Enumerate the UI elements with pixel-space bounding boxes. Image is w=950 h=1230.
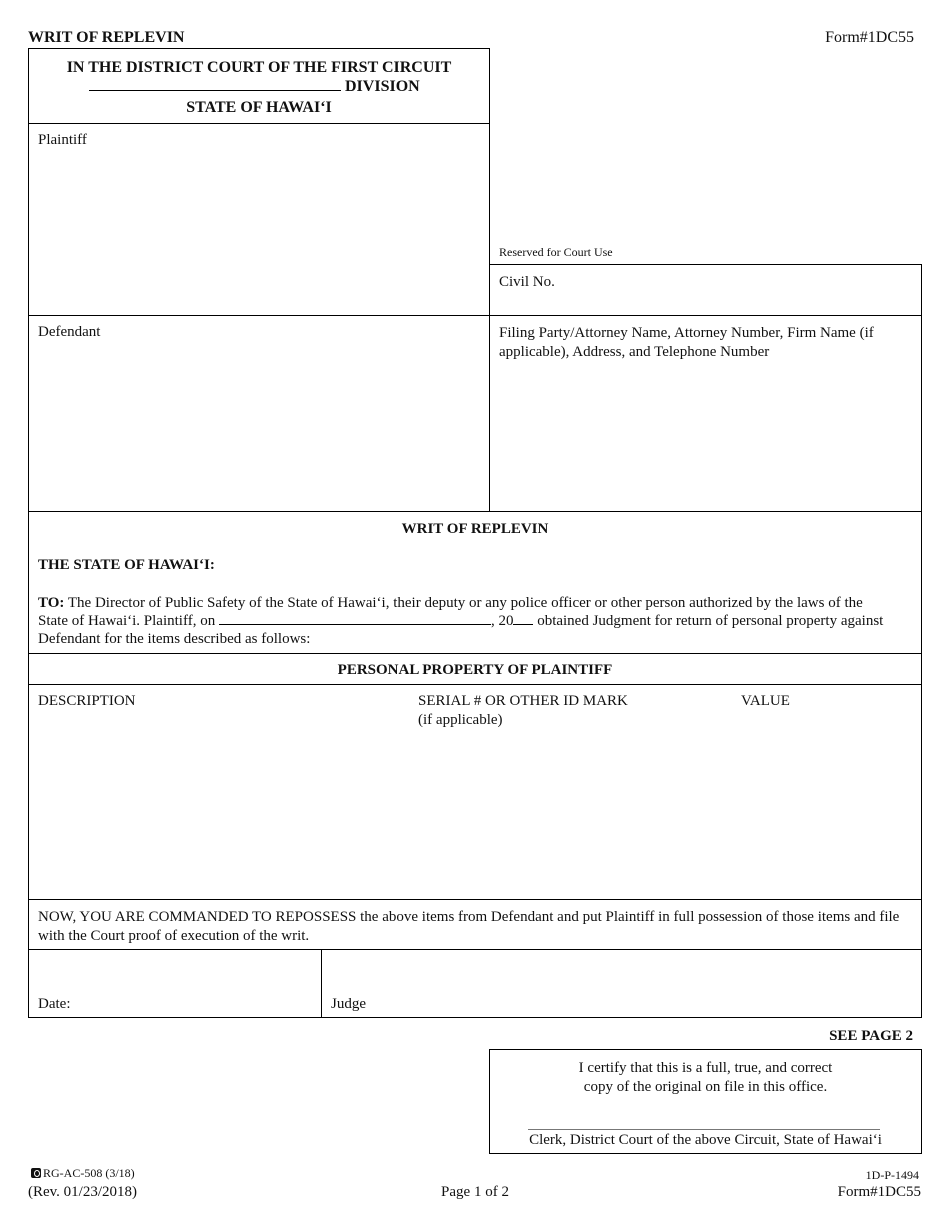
civil-no-label[interactable]: Civil No.: [499, 274, 555, 290]
writ-body-line1: The Director of Public Safety of the State of Hawai‘i, their deputy or any police officer or other person authorized by the laws of the: [67, 595, 863, 611]
reserved-label: Reserved for Court Use: [499, 245, 613, 259]
filing-party-label: Filing Party/Attorney Name, Attorney Number, Firm Name (if applicable), Address, and Telephone Number: [499, 325, 874, 360]
state-heading: THE STATE OF HAWAI‘I:: [38, 557, 215, 573]
signature-divider: [321, 949, 322, 1017]
command-top-line: [28, 899, 922, 900]
form-code: RG-AC-508 (3/18): [43, 1166, 135, 1180]
civil-top-line: [489, 264, 922, 265]
footer-form-id: Form#1DC55: [837, 1184, 921, 1200]
value-column: VALUE: [741, 693, 790, 709]
writ-body-line2-start: State of Hawai‘i. Plaintiff, on: [38, 613, 216, 629]
property-heading: PERSONAL PROPERTY OF PLAINTIFF: [337, 662, 613, 678]
caption-box: [28, 48, 490, 124]
cert-line2: copy of the original on file in this office.: [583, 1079, 828, 1095]
left-border: [28, 123, 29, 512]
right-border-top: [921, 264, 922, 512]
certification-box: [489, 1049, 922, 1154]
year-prefix: , 20: [490, 613, 514, 629]
judgment-date-blank[interactable]: [219, 624, 491, 625]
defendant-label: Defendant: [38, 324, 101, 340]
clerk-label: Clerk, District Court of the above Circuit, State of Hawai‘i: [529, 1132, 882, 1148]
footer-form-code: [31, 1166, 135, 1181]
accessibility-icon: [31, 1168, 41, 1178]
clerk-signature-line[interactable]: [528, 1129, 880, 1130]
writ-body: [38, 594, 913, 648]
writ-body-line2-end: obtained Judgment for return of personal property against: [537, 613, 884, 629]
writ-heading: WRIT OF REPLEVIN: [401, 521, 549, 537]
writ-body-line3: Defendant for the items described as follows:: [38, 631, 311, 647]
property-top-line: [28, 653, 922, 654]
form-title: WRIT OF REPLEVIN: [28, 29, 185, 46]
date-label[interactable]: Date:: [38, 996, 71, 1012]
parties-divider: [28, 315, 922, 316]
form-id-top: Form#1DC55: [825, 29, 914, 46]
footer-page: Page 1 of 2: [441, 1184, 509, 1200]
cert-line1: I certify that this is a full, true, and correct: [578, 1060, 833, 1076]
state-line: STATE OF HAWAI‘I: [186, 99, 332, 116]
center-divider: [489, 48, 490, 512]
see-page-2: SEE PAGE 2: [829, 1028, 913, 1044]
signature-top-line: [28, 949, 922, 950]
year-blank[interactable]: [513, 624, 533, 625]
division-label: DIVISION: [345, 78, 420, 95]
footer-revision: (Rev. 01/23/2018): [28, 1184, 138, 1200]
court-line: IN THE DISTRICT COURT OF THE FIRST CIRCUIT: [66, 59, 452, 76]
judge-label[interactable]: Judge: [331, 996, 366, 1012]
serial-column: SERIAL # OR OTHER ID MARK: [418, 693, 628, 709]
division-line: [89, 78, 429, 96]
division-blank[interactable]: [89, 90, 341, 91]
command-text: NOW, YOU ARE COMMANDED TO REPOSSESS the above items from Defendant and put Plaintiff in full possession of those items and file with the Court proof of execution of the writ.: [38, 909, 900, 944]
to-label: TO:: [38, 595, 65, 611]
description-column: DESCRIPTION: [38, 693, 136, 709]
serial-note: (if applicable): [418, 712, 503, 728]
footer-doc-code: 1D-P-1494: [865, 1168, 919, 1182]
property-header-line: [28, 684, 922, 685]
plaintiff-label: Plaintiff: [38, 132, 87, 148]
